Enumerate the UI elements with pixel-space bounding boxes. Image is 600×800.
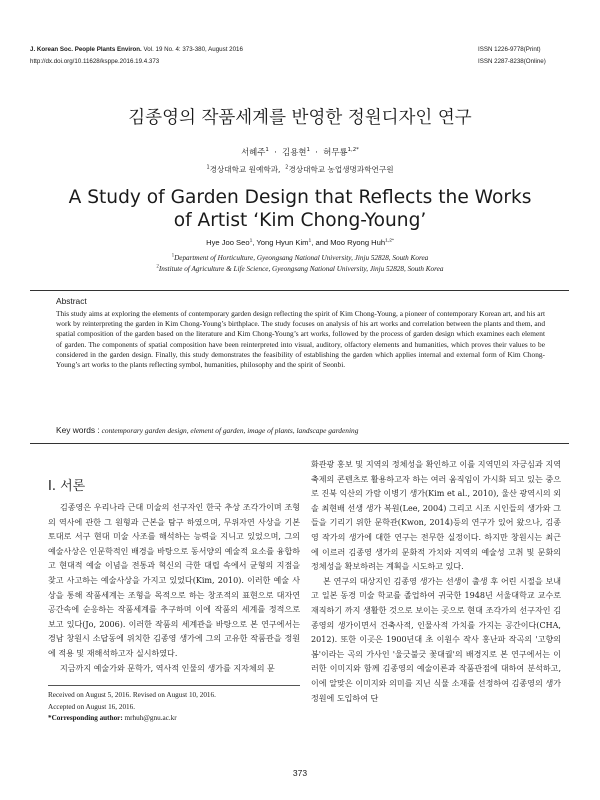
korean-affiliations: $^1$경상대학교 원예학과, $^2$경상대학교 농업생명과학연구원 <box>206 164 394 174</box>
keywords-label: Key words : <box>56 425 100 435</box>
english-authors: Hye Joo Seo$^1$, Yong Hyun Kim$^1$, and Moo Ryong Huh$^{1,2*}$ <box>206 238 394 247</box>
corresponding-label: *Corresponding author: <box>48 714 123 723</box>
english-title-line2: of Artist ‘Kim Chong-Young’ <box>173 210 427 231</box>
english-title-line1: A Study of Garden Design that Reflects the Works <box>68 187 532 208</box>
keywords-text: contemporary garden design, element of garden, image of plants, landscape gardening <box>101 426 359 435</box>
author-separator: · <box>315 147 318 157</box>
body-paragraph: 지금까지 예술가와 문학가, 역사적 인물의 생가를 지자체의 문 <box>60 663 275 673</box>
footnote <box>48 690 308 725</box>
affil-sup: 2 <box>156 264 159 270</box>
author-sup: 1 <box>265 147 269 154</box>
author-name: Hye Joo Seo <box>206 238 250 247</box>
keywords <box>56 425 556 435</box>
author-sup: 1 <box>249 238 253 244</box>
page-number: 373 <box>292 768 308 778</box>
body-paragraph: 화관광 홍보 및 지역의 정체성을 확인하고 이를 지역민의 자긍심과 지역축제의 콘텐츠로 활용하고자 하는 여러 움직임이 가시화 되고 있는 중으로 진북 익산의 가람 이병기 생가(Kim et al., 2010), 울산 광역시의 외솔 최현배 선생 생가 복원(Lee, 2004) 그리고 시조 시인들의 생가와 그 들을 기리기 위한 문학관(Kwon, 2014)등의 연구가 있어 왔으나, 김종영 작가의 생가에 대한 연구는 전무한 실정이다. 하지만 창원시는 최근에 이르러 김종영 생가의 문화적 가치와 지역의 예술성 고취 및 문화의 정체성을 확보하려는 계획을 시도하고 있다. <box>311 460 561 572</box>
affil-sup: 2 <box>285 164 289 171</box>
journal-name: J. Korean Soc. People Plants Environ. <box>30 46 142 53</box>
affil-text: Institute of Agriculture & Life Science, Gyeongsang National University, Jinju 52828, South Korea <box>158 265 444 273</box>
volume-info: Vol. 19 No. 4: 373-380, August 2016 <box>143 46 243 53</box>
affil-text: 경상대학교 농업생명과학연구원 <box>288 165 394 174</box>
author-name: Moo Ryong Huh <box>330 238 386 247</box>
author-sup: 1,2* <box>347 147 359 154</box>
author-name: 허무룡 <box>323 147 348 157</box>
author-name: 서혜주 <box>241 147 266 157</box>
author-name: Yong Hyun Kim <box>256 238 309 247</box>
korean-authors <box>0 146 600 158</box>
author-separator: · <box>274 147 277 157</box>
issn-block <box>478 44 546 68</box>
abstract-heading: Abstract <box>56 296 87 306</box>
english-affiliations <box>0 253 600 275</box>
affil-sup: 1 <box>171 253 175 259</box>
issn-online: ISSN 2287-8238(Online) <box>478 58 546 65</box>
english-title <box>0 186 600 232</box>
journal-header <box>30 44 243 68</box>
abstract-top-rule <box>30 290 569 291</box>
korean-title: 김종영의 작품세계를 반영한 정원디자인 연구 <box>128 108 472 128</box>
doi-link[interactable]: http://dx.doi.org/10.11628/ksppe.2016.19.4.373 <box>30 58 160 65</box>
corresponding-email[interactable]: mrhuh@gnu.ac.kr <box>124 714 177 723</box>
body-column-left <box>48 501 300 676</box>
author-sup: 1 <box>306 147 310 154</box>
accepted-line: Accepted on August 16, 2016. <box>48 702 136 711</box>
body-column-right <box>311 458 561 706</box>
body-paragraph: 본 연구의 대상지인 김종영 생가는 선생이 출생 후 어린 시절을 보내고 일본 동경 미술 학교를 졸업하여 귀국한 1948년 서울대학교 교수로 재직하기 까지 생활한 것으로 보이는 곳으로 현대 조각가의 선구자인 김종영의 생가이면서 건축사적, 인물사적 가치를 가지는 공간이다(CHA, 2012). 또한 이곳은 1900년대 초 이원수 작사 홍난파 작곡의 '고향의 봄'이라는 곡의 가사인 '울긋불긋 꽃대궐'의 배경지로 본 연구에서는 이러한 이미지와 함께 김종영의 예술이론과 작품관점에 대하여 분석하고, 이에 알맞은 이미지와 의미를 지닌 식물 소재를 선정하여 김종영의 생가 정원에 도입하여 단 <box>311 576 561 703</box>
section-heading: Ⅰ. 서론 <box>48 479 86 494</box>
affil-sup: 1 <box>206 164 210 171</box>
body-paragraph: 김종영은 우리나라 근대 미술의 선구자인 한국 추상 조각가이며 조형의 역사에 관한 그 원형과 근본을 탐구 하였으며, 무위자연 사상을 기본 토대로 서구 현대 미술 사조를 해석하는 능력을 지니고 있었으며, 그의 예술사상은 인문학적인 배경을 바탕으로 동서양의 예술적 요소를 융합하고 현대적 예술 이념을 전통과 혁신의 극한 대립 속에서 균형의 지점을 찾고 사고하는 예술사상을 가지고 있었다(Kim, 2010). 이러한 예술 사상을 통해 작품세계는 조형을 목적으로 하는 창조적의 표현으로 대자연 공간속에 순응하는 작품세계를 추구하며 이에 작품의 세계를 정적으로 보고 있다(Jo, 2006). 이러한 작품의 세계관을 바탕으로 본 연구에서는 경남 창원시 소답동에 위치한 김종영 생가에 그의 고유한 작품관을 정원에 적용 및 재해석하고자 실시하였다. <box>48 503 300 658</box>
affil-text: 경상대학교 원예학과 <box>209 165 279 174</box>
abstract-text: This study aims at exploring the elements of contemporary garden design reflecting the spirit of Kim Chong-Young, a pioneer of contemporary Korean art, and his art work by reinterpreting the garden in Kim Chong-Young’s birthplace. The study focuses on analysis of his art works and correlation between the plants and them, and spatial composition of the garden based on the literature and Kim Chong-Young’s art works, followed by the process of garden design which examines each element of garden. The components of spatial composition have been reinterpreted into visual, auditory, olfactory elements and humanities, which proves their values to be considered in the garden design. Finally, this study demonstrates the feasibility of establishing the garden which applies internal and external form of Kim Chong-Young’s art works to the plants reflecting symbol, humanities, philosophy and the spirit of Seonbi. <box>56 309 545 370</box>
footnote-rule <box>48 685 300 686</box>
author-sup: 1,2* <box>385 238 394 244</box>
issn-print: ISSN 1226-9778(Print) <box>478 46 541 53</box>
received-line: Received on August 5, 2016. Revised on August 10, 2016. <box>48 691 216 699</box>
affil-text: Department of Horticulture, Gyeongsang National University, Jinju 52828, South Korea <box>174 254 429 262</box>
author-name: 김용현 <box>282 147 307 157</box>
author-sup: 1 <box>308 238 312 244</box>
abstract-bottom-rule <box>30 443 569 444</box>
